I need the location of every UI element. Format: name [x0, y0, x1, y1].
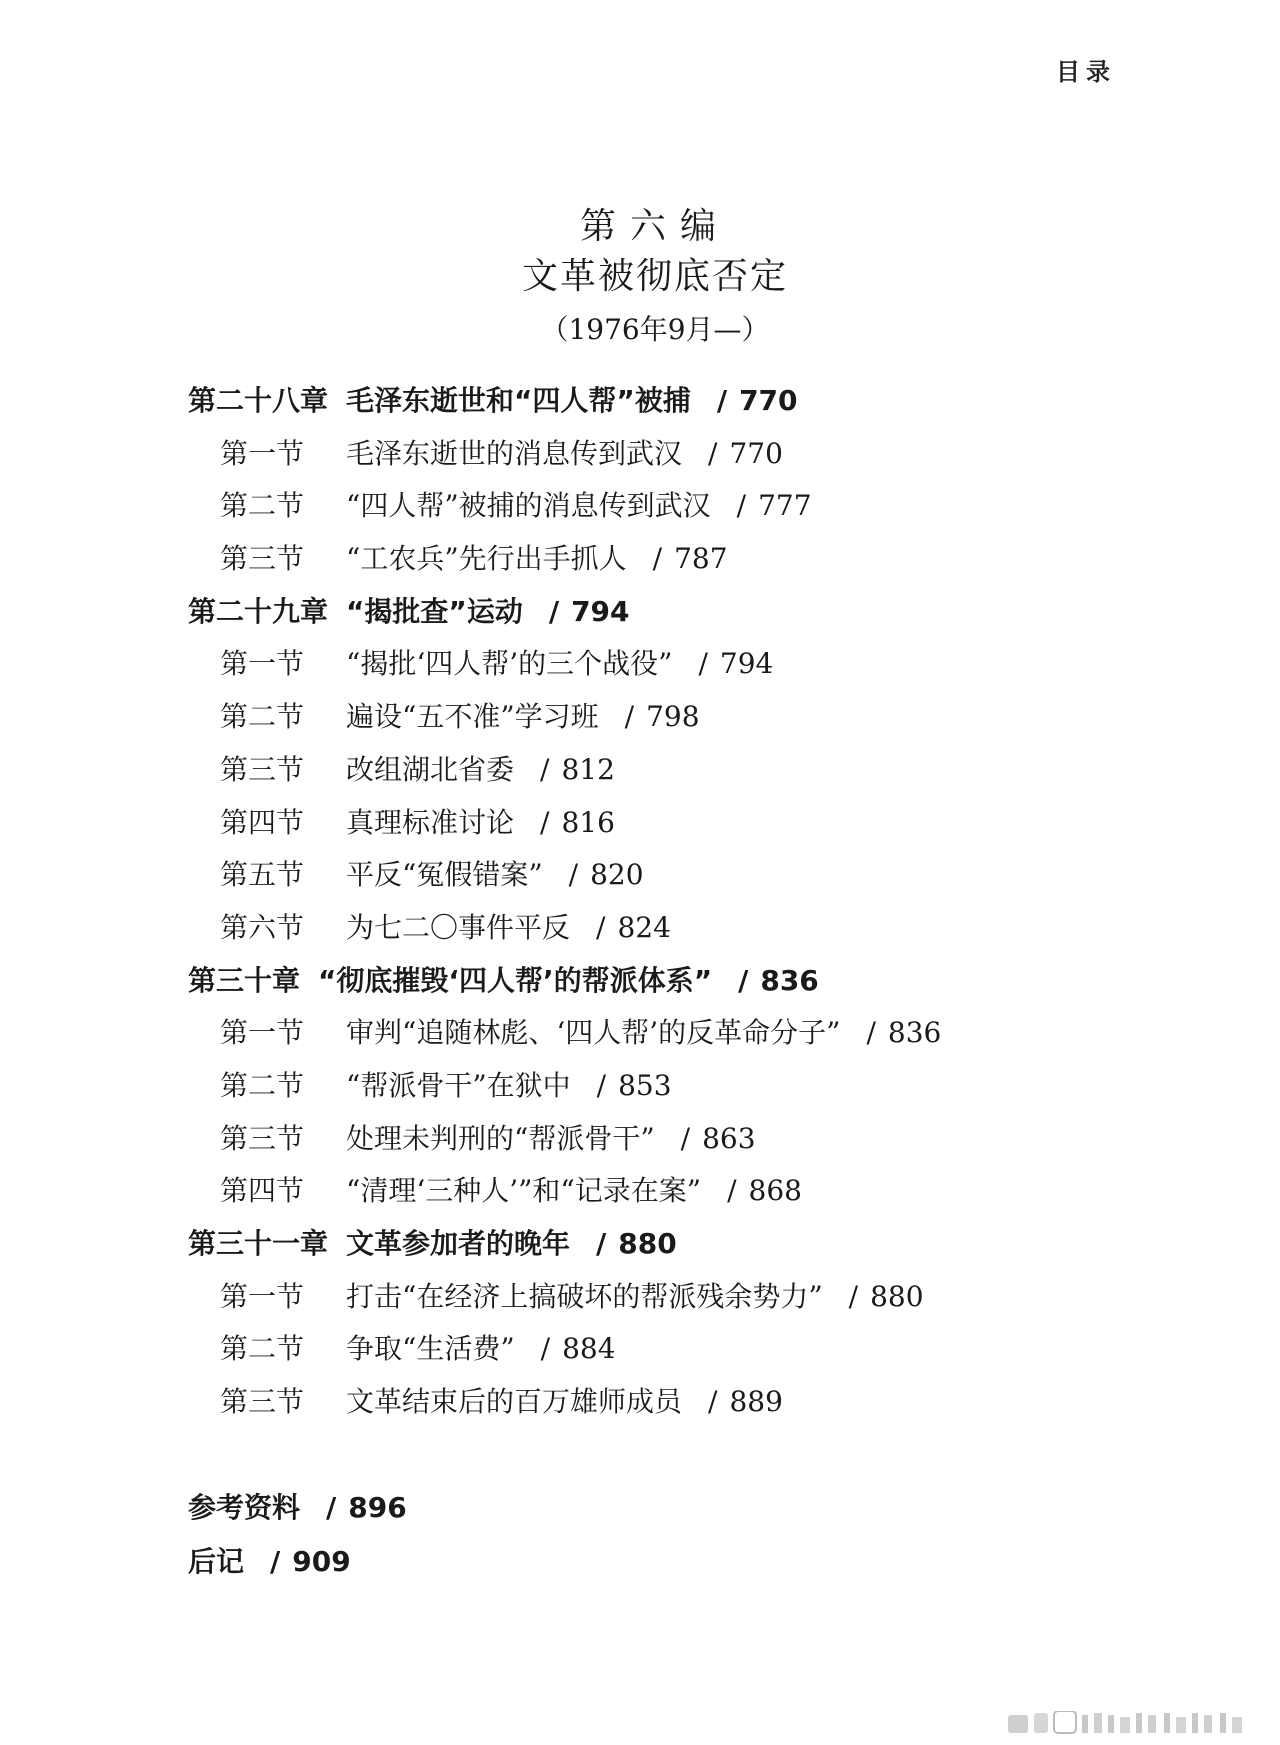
section-title: 文革结束后的百万雄师成员: [346, 1385, 683, 1419]
section-label: 第一节: [220, 1279, 305, 1313]
page-number: 880: [870, 1279, 924, 1313]
section-title: “帮派骨干”在狱中: [346, 1068, 571, 1102]
section-label: 第二节: [220, 700, 305, 734]
section-label: 第一节: [220, 647, 305, 681]
page-reference: [717, 382, 798, 420]
page-number: 909: [292, 1545, 351, 1578]
toc-section-row: [188, 751, 1220, 804]
page-number: 853: [618, 1068, 672, 1102]
section-title: 改组湖北省委: [346, 752, 515, 786]
page-reference: [270, 1545, 351, 1578]
back-matter: [188, 1488, 407, 1596]
section-title: 争取“生活费”: [346, 1332, 515, 1366]
section-label: 第五节: [220, 858, 305, 892]
page-slash: /: [596, 910, 606, 944]
page-slash: /: [548, 594, 560, 628]
page-slash: /: [727, 1174, 737, 1208]
toc-section-row: [188, 1120, 1220, 1173]
back-matter-row: [188, 1488, 407, 1542]
page-slash: /: [708, 1385, 718, 1419]
page-reference: [737, 487, 812, 525]
page-slash: /: [652, 542, 663, 576]
section-title: 遍设“五不准”学习班: [346, 700, 599, 734]
running-header: 目录: [1056, 58, 1116, 86]
page-reference: [708, 1383, 783, 1421]
part-number: 第六编: [579, 206, 730, 247]
toc-section-row: [188, 698, 1220, 751]
page-reference: [541, 1330, 616, 1368]
page-number: 836: [887, 1016, 942, 1050]
section-title: 平反“冤假错案”: [346, 858, 543, 892]
section-label: 第四节: [220, 805, 305, 839]
page-reference: [727, 1172, 802, 1210]
section-title: 为七二〇事件平反: [346, 910, 571, 944]
page-slash: /: [540, 805, 550, 839]
section-title: “揭批‘四人帮’的三个战役”: [346, 647, 673, 681]
page-reference: [597, 1067, 672, 1105]
page-reference: [540, 804, 615, 842]
page-reference: [681, 1120, 756, 1158]
toc-chapter-row: [188, 1225, 1220, 1278]
page-reference: [708, 435, 783, 473]
toc-section-row: [188, 909, 1220, 962]
page-slash: /: [848, 1279, 859, 1313]
toc-chapter-row: [188, 382, 1220, 435]
toc-section-row: [188, 487, 1220, 540]
page-reference: [653, 540, 728, 578]
section-label: 第一节: [220, 1016, 305, 1050]
section-label: 第三节: [220, 1385, 305, 1419]
section-label: 第三节: [220, 542, 305, 576]
back-matter-title: 参考资料: [188, 1491, 301, 1524]
page-slash: /: [698, 647, 708, 681]
section-label: 第二节: [220, 1068, 305, 1102]
section-label: 第四节: [220, 1174, 305, 1208]
toc-section-row: [188, 1172, 1220, 1225]
section-title: 真理标准讨论: [346, 805, 515, 839]
chapter-title: 毛泽东逝世和“四人帮”被捕: [346, 384, 691, 417]
page-reference: [540, 751, 615, 789]
page-number: 794: [719, 647, 774, 681]
section-label: 第一节: [220, 436, 305, 470]
back-matter-title: 后记: [188, 1545, 245, 1578]
page-slash: /: [708, 436, 718, 470]
toc-section-row: [188, 435, 1220, 488]
toc-section-row: [188, 1014, 1220, 1067]
page-slash: /: [736, 489, 747, 523]
section-label: 第六节: [220, 910, 305, 944]
chapter-label: 第三十一章: [188, 1227, 329, 1260]
toc-section-row: [188, 856, 1220, 909]
chapter-label: 第二十八章: [188, 384, 329, 417]
part-heading: [0, 202, 1280, 354]
page-reference: [625, 698, 700, 736]
page-reference: [596, 909, 671, 947]
toc-chapter-row: [188, 593, 1220, 646]
chapter-title: “彻底摧毁‘四人帮’的帮派体系”: [318, 963, 713, 997]
page-number: 770: [739, 384, 798, 417]
part-title: 文革被彻底否定: [521, 256, 788, 297]
page-number: 816: [561, 805, 615, 839]
page-slash: /: [866, 1016, 876, 1050]
page-slash: /: [270, 1545, 281, 1578]
page-number: 836: [760, 963, 819, 997]
section-label: 第二节: [220, 489, 305, 523]
back-matter-row: [188, 1542, 407, 1596]
page-number: 880: [618, 1227, 677, 1260]
table-of-contents: [188, 382, 1220, 1436]
toc-chapter-row: [188, 962, 1220, 1015]
section-label: 第二节: [220, 1332, 305, 1366]
page-reference: [569, 856, 644, 894]
page-number: 812: [561, 752, 615, 786]
section-title: “清理‘三种人’”和“记录在案”: [346, 1174, 702, 1208]
chapter-label: 第二十九章: [188, 594, 329, 628]
page-number: 889: [729, 1385, 783, 1419]
page-slash: /: [540, 752, 550, 786]
page-number: 820: [590, 858, 644, 892]
toc-section-row: [188, 540, 1220, 593]
toc-section-row: [188, 645, 1220, 698]
page-number: 884: [562, 1332, 616, 1366]
section-title: 毛泽东逝世的消息传到武汉: [346, 436, 683, 470]
page-number: 868: [748, 1174, 802, 1208]
toc-section-row: [188, 1383, 1220, 1436]
chapter-title: “揭批查”运动: [346, 594, 523, 628]
chapter-label: 第三十章: [188, 963, 301, 997]
section-title: “四人帮”被捕的消息传到武汉: [346, 489, 711, 523]
page-number: 787: [674, 542, 728, 576]
page-reference: [866, 1014, 941, 1052]
page-slash: /: [596, 1227, 607, 1260]
section-title: 打击“在经济上搞破坏的帮派残余势力”: [346, 1279, 823, 1313]
page-reference: [596, 1225, 677, 1263]
page-number: 896: [348, 1491, 407, 1524]
page-reference: [326, 1491, 407, 1524]
section-title: 审判“追随林彪、‘四人帮’的反革命分子”: [346, 1016, 841, 1050]
toc-section-row: [188, 1067, 1220, 1120]
page-slash: /: [568, 858, 579, 892]
page-reference: [738, 962, 819, 1000]
page-reference: [549, 593, 630, 631]
page-reference: [698, 645, 773, 683]
part-dates: （1976年9月—）: [540, 313, 770, 346]
toc-section-row: [188, 1278, 1220, 1331]
section-title: “工农兵”先行出手抓人: [346, 542, 627, 576]
page-slash: /: [540, 1332, 551, 1366]
page-number: 770: [729, 436, 783, 470]
page-number: 863: [702, 1121, 756, 1155]
page-slash: /: [680, 1121, 691, 1155]
watermark-barcode-icon: [1008, 1711, 1248, 1735]
toc-section-row: [188, 1330, 1220, 1383]
page-number: 777: [758, 489, 812, 523]
page-reference: [849, 1278, 924, 1316]
page-slash: /: [326, 1491, 337, 1524]
page-slash: /: [738, 963, 749, 997]
page-number: 798: [646, 700, 700, 734]
toc-section-row: [188, 804, 1220, 857]
page-slash: /: [624, 700, 635, 734]
section-label: 第三节: [220, 752, 305, 786]
chapter-title: 文革参加者的晚年: [346, 1227, 571, 1260]
page-slash: /: [596, 1068, 607, 1102]
section-title: 处理未判刑的“帮派骨干”: [346, 1121, 655, 1155]
section-label: 第三节: [220, 1121, 305, 1155]
page-number: 794: [571, 594, 630, 628]
page-number: 824: [617, 910, 671, 944]
page-slash: /: [716, 384, 728, 417]
